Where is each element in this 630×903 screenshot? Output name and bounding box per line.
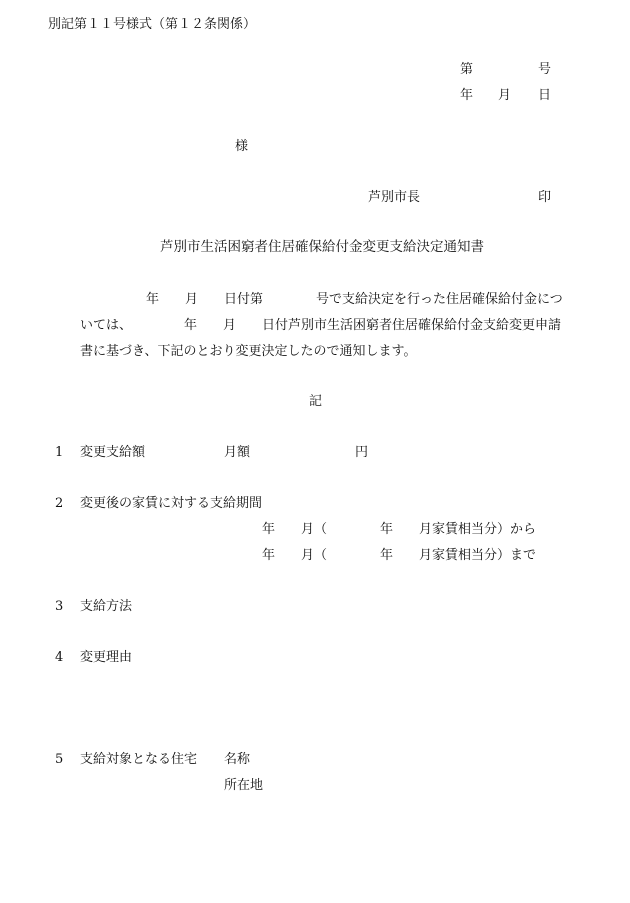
- to-month: 月（: [301, 548, 328, 563]
- to-year: 年: [262, 548, 276, 563]
- document-title: 芦別市生活困窮者住居確保給付金変更支給決定通知書: [160, 239, 484, 255]
- date-month: 月: [498, 88, 512, 103]
- body-line2-month: 月: [223, 318, 237, 333]
- ki-heading: 記: [309, 394, 323, 409]
- body-line2-year: 年: [184, 318, 198, 333]
- from-year: 年: [262, 522, 276, 537]
- addressee-suffix: 様: [235, 139, 249, 154]
- item-1-label: 変更支給額: [80, 445, 146, 460]
- body-line1-year: 年: [146, 292, 160, 307]
- date-day: 日: [538, 88, 552, 103]
- body-line1-rest: 号で支給決定を行った住居確保給付金につ: [316, 292, 563, 307]
- number-suffix: 号: [538, 62, 552, 77]
- from-tail: 月家賃相当分）から: [419, 522, 537, 537]
- item-3-number: 3: [55, 599, 64, 614]
- from-year2: 年: [380, 522, 394, 537]
- item-3-label: 支給方法: [80, 599, 133, 614]
- body-line2-start: いては、: [80, 318, 133, 333]
- to-tail: 月家賃相当分）まで: [419, 548, 537, 563]
- from-month: 月（: [301, 522, 328, 537]
- number-prefix: 第: [460, 62, 474, 77]
- housing-name-label: 名称: [224, 752, 251, 767]
- body-line1-month: 月: [185, 292, 199, 307]
- body-line3: 書に基づき、下記のとおり変更決定したので通知します。: [80, 344, 417, 359]
- item-4-number: 4: [55, 650, 64, 665]
- to-year2: 年: [380, 548, 394, 563]
- form-id: 別記第１１号様式（第１２条関係）: [48, 17, 257, 32]
- body-line2-rest: 日付芦別市生活困窮者住居確保給付金支給変更申請: [262, 318, 562, 333]
- yen-unit: 円: [355, 445, 369, 460]
- item-5-label: 支給対象となる住宅: [80, 752, 198, 767]
- date-year: 年: [460, 88, 474, 103]
- item-2-number: 2: [55, 496, 64, 511]
- item-2-label: 変更後の家賃に対する支給期間: [80, 496, 263, 511]
- item-5-number: 5: [55, 752, 64, 767]
- body-line1-dated-no: 日付第: [224, 292, 264, 307]
- monthly-amount-label: 月額: [224, 445, 251, 460]
- item-1-number: 1: [55, 445, 64, 460]
- issuer-name: 芦別市長: [368, 190, 421, 205]
- item-4-label: 変更理由: [80, 650, 133, 665]
- housing-address-label: 所在地: [224, 778, 264, 793]
- seal-mark: 印: [538, 190, 552, 205]
